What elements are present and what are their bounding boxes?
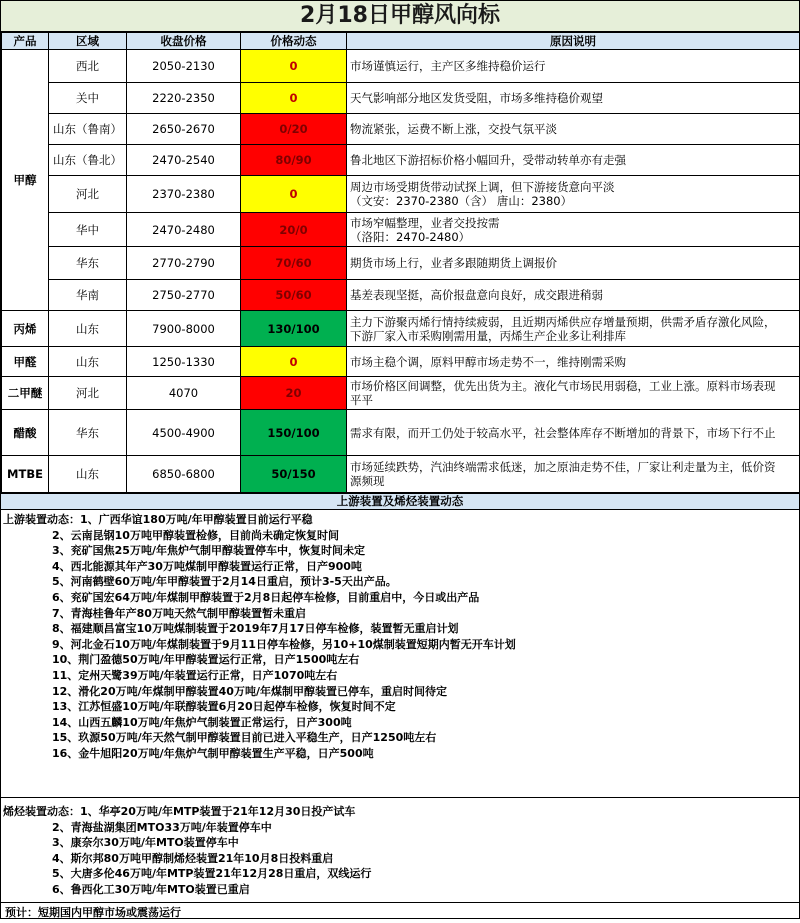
list-item bbox=[3, 804, 799, 820]
forecast-text: 预计：短期国内甲醇市场或震荡运行 bbox=[5, 906, 181, 919]
list-item-text: 2、青海盐湖集团MTO33万吨/年装置停车中 bbox=[52, 820, 272, 834]
trend-cell: 50/60 bbox=[241, 280, 347, 311]
region-cell: 华中 bbox=[49, 213, 127, 247]
table-row bbox=[2, 377, 800, 410]
trend-cell: 0 bbox=[241, 176, 347, 213]
trend-cell: 70/60 bbox=[241, 247, 347, 280]
reason-line: 下游厂家入市采购刚需用量，丙烯生产企业多让利排库 bbox=[350, 328, 626, 343]
upstream-list bbox=[3, 512, 799, 762]
region-cell: 山东 bbox=[49, 311, 127, 347]
reason-cell bbox=[347, 145, 800, 176]
table-row bbox=[2, 213, 800, 247]
list-item-text: 8、福建顺昌富宝10万吨煤制装置于2019年7月17日停车检修，装置暂无重启计划 bbox=[52, 622, 459, 636]
product-cell: MTBE bbox=[2, 456, 49, 493]
region-cell: 山东（鲁北） bbox=[49, 145, 127, 176]
region-cell: 山东 bbox=[49, 456, 127, 493]
header-product: 产品 bbox=[2, 33, 49, 50]
reason-cell bbox=[347, 456, 800, 493]
price-cell: 2470-2480 bbox=[127, 213, 241, 247]
report-title: 2月18日甲醇风向标 bbox=[1, 1, 799, 32]
olefin-dynamics bbox=[1, 798, 799, 903]
list-item-text: 16、金牛旭阳20万吨/年焦炉气制甲醇装置生产平稳，日产500吨 bbox=[52, 746, 374, 760]
price-cell: 2220-2350 bbox=[127, 83, 241, 114]
list-item-text: 1、广西华谊180万吨/年甲醇装置目前运行平稳 bbox=[80, 513, 313, 526]
reason-line: 基差表现坚挺，高价报盘意向良好，成交跟进稍弱 bbox=[350, 288, 603, 302]
other-product-rows bbox=[2, 311, 800, 493]
reason-line: 市场主稳个调，原料甲醇市场走势不一，维持刚需采购 bbox=[350, 354, 626, 369]
price-cell: 2370-2380 bbox=[127, 176, 241, 213]
section-label: 上游装置动态： bbox=[3, 513, 80, 526]
list-item-text: 11、定州天鹭39万吨/年装置运行正常，日产1070吨左右 bbox=[52, 668, 338, 682]
list-item-text: 1、华亭20万吨/年MTP装置于21年12月30日投产试车 bbox=[80, 805, 356, 818]
list-item bbox=[3, 835, 799, 851]
reason-line: 周边市场受期货带动试探上调，但下游接货意向平淡 bbox=[350, 180, 615, 194]
table-row bbox=[2, 176, 800, 213]
table-row bbox=[2, 247, 800, 280]
reason-cell bbox=[347, 410, 800, 456]
list-item bbox=[3, 699, 799, 715]
price-cell: 2470-2540 bbox=[127, 145, 241, 176]
list-item bbox=[3, 652, 799, 668]
trend-cell: 0 bbox=[241, 347, 347, 377]
list-item bbox=[3, 866, 799, 882]
list-item-text: 6、兖矿国宏64万吨/年煤制甲醇装置于2月8日起停车检修，目前重启中，今日或出产品 bbox=[52, 590, 480, 604]
reason-line: 期货市场上行，业者多跟随期货上调报价 bbox=[350, 256, 557, 270]
reason-line: 市场谨慎运行，主产区多维持稳价运行 bbox=[350, 59, 546, 73]
list-item bbox=[3, 574, 799, 590]
trend-cell: 0 bbox=[241, 83, 347, 114]
reason-line: （文安：2370-2380（含） 唐山：2380） bbox=[350, 194, 573, 208]
trend-cell: 80/90 bbox=[241, 145, 347, 176]
region-cell: 华东 bbox=[49, 247, 127, 280]
header-reason: 原因说明 bbox=[347, 33, 800, 50]
list-item-text: 3、兖矿国焦25万吨/年焦炉气制甲醇装置停车中，恢复时间未定 bbox=[52, 544, 365, 558]
list-item bbox=[3, 715, 799, 731]
section-label: 烯烃装置动态： bbox=[3, 805, 80, 818]
product-cell: 甲醇 bbox=[2, 50, 49, 311]
price-cell: 2750-2770 bbox=[127, 280, 241, 311]
list-item bbox=[3, 543, 799, 559]
list-item bbox=[3, 528, 799, 544]
region-cell: 山东 bbox=[49, 347, 127, 377]
table-row bbox=[2, 311, 800, 347]
price-cell: 2050-2130 bbox=[127, 50, 241, 83]
list-item bbox=[3, 637, 799, 653]
list-item-text: 10、荆门盈德50万吨/年甲醇装置运行正常，日产1500吨左右 bbox=[52, 653, 360, 667]
region-cell: 山东（鲁南） bbox=[49, 114, 127, 145]
reason-cell bbox=[347, 347, 800, 377]
price-cell: 1250-1330 bbox=[127, 347, 241, 377]
reason-line: 市场窄幅整理，业者交投按需 bbox=[350, 215, 500, 230]
reason-line: （洛阳：2470-2480） bbox=[350, 229, 471, 244]
price-cell: 2650-2670 bbox=[127, 114, 241, 145]
trend-cell: 0 bbox=[241, 50, 347, 83]
list-item bbox=[3, 730, 799, 746]
table-row bbox=[2, 83, 800, 114]
reason-cell bbox=[347, 50, 800, 83]
upstream-dynamics bbox=[1, 510, 799, 798]
list-item-text: 5、大唐多伦46万吨/年MTP装置21年12月28日重启，双线运行 bbox=[52, 867, 372, 881]
table-row bbox=[2, 50, 800, 83]
list-item bbox=[3, 668, 799, 684]
reason-cell bbox=[347, 377, 800, 410]
reason-line: 源频现 bbox=[350, 474, 385, 488]
header-trend: 价格动态 bbox=[241, 33, 347, 50]
reason-line: 天气影响部分地区发货受阻，市场多维持稳价观望 bbox=[350, 91, 603, 105]
trend-cell: 150/100 bbox=[241, 410, 347, 456]
trend-cell: 20/0 bbox=[241, 213, 347, 247]
trend-cell: 20 bbox=[241, 377, 347, 410]
price-cell: 4500-4900 bbox=[127, 410, 241, 456]
list-item-text: 4、西北能源其年产30万吨煤制甲醇装置运行正常，日产900吨 bbox=[52, 559, 362, 573]
reason-line: 市场延续跌势，汽油终端需求低迷，加之原油走势不佳，厂家让利走量为主，低价资 bbox=[350, 460, 776, 474]
list-item bbox=[3, 820, 799, 836]
list-item-text: 7、青海桂鲁年产80万吨天然气制甲醇装置暂未重启 bbox=[52, 606, 306, 620]
reason-cell bbox=[347, 83, 800, 114]
table-row bbox=[2, 280, 800, 311]
reason-line: 物流紧张，运费不断上涨，交投气氛平淡 bbox=[350, 122, 557, 136]
olefin-list bbox=[3, 804, 799, 898]
table-header bbox=[2, 33, 800, 50]
table-row bbox=[2, 347, 800, 377]
list-item bbox=[3, 882, 799, 898]
price-table bbox=[1, 32, 800, 493]
list-item-text: 15、玖源50万吨/年天然气制甲醇装置目前已进入平稳生产，日产1250吨左右 bbox=[52, 731, 437, 745]
list-item-text: 3、康奈尔30万吨/年MTO装置停车中 bbox=[52, 836, 239, 850]
table-row bbox=[2, 145, 800, 176]
list-item-text: 5、河南鹤壁60万吨/年甲醇装置于2月14日重启，预计3-5天出产品。 bbox=[52, 575, 397, 589]
list-item-text: 12、滑化20万吨/年煤制甲醇装置40万吨/年煤制甲醇装置已停车，重启时间待定 bbox=[52, 684, 447, 698]
list-item-text: 4、斯尔邦80万吨甲醇制烯烃装置21年10月8日投料重启 bbox=[52, 851, 334, 865]
list-item bbox=[3, 512, 799, 528]
reason-cell bbox=[347, 280, 800, 311]
region-cell: 华南 bbox=[49, 280, 127, 311]
price-cell: 7900-8000 bbox=[127, 311, 241, 347]
reason-line: 市场价格区间调整，优先出货为主。液化气市场民用弱稳，工业上涨。原料市场表现 bbox=[350, 379, 776, 393]
reason-line: 主力下游聚丙烯行情持续疲弱，且近期丙烯供应存增量预期，供需矛盾存激化风险， bbox=[350, 314, 776, 329]
price-cell: 4070 bbox=[127, 377, 241, 410]
product-cell: 丙烯 bbox=[2, 311, 49, 347]
reason-line: 平平 bbox=[350, 393, 373, 407]
reason-cell bbox=[347, 247, 800, 280]
table-row bbox=[2, 410, 800, 456]
reason-cell bbox=[347, 114, 800, 145]
list-item bbox=[3, 621, 799, 637]
list-item-text: 9、河北金石10万吨/年煤制装置于9月11日停车检修，另10+10煤制装置短期内暂无开车计划 bbox=[52, 637, 516, 651]
list-item-text: 6、鲁西化工30万吨/年MTO装置已重启 bbox=[52, 882, 250, 896]
region-cell: 西北 bbox=[49, 50, 127, 83]
product-cell: 二甲醚 bbox=[2, 377, 49, 410]
region-cell: 关中 bbox=[49, 83, 127, 114]
product-cell: 甲醛 bbox=[2, 347, 49, 377]
price-cell: 6850-6800 bbox=[127, 456, 241, 493]
list-item bbox=[3, 684, 799, 700]
list-item bbox=[3, 746, 799, 762]
region-cell: 河北 bbox=[49, 377, 127, 410]
section-title: 上游装置及烯烃装置动态 bbox=[1, 493, 799, 510]
list-item bbox=[3, 590, 799, 606]
list-item-text: 14、山西五麟10万吨/年焦炉气制装置正常运行，日产300吨 bbox=[52, 715, 352, 729]
price-cell: 2770-2790 bbox=[127, 247, 241, 280]
reason-line: 鲁北地区下游招标价格小幅回升，受带动转单亦有走强 bbox=[350, 153, 626, 167]
header-price: 收盘价格 bbox=[127, 33, 241, 50]
list-item bbox=[3, 559, 799, 575]
trend-cell: 50/150 bbox=[241, 456, 347, 493]
reason-line: 需求有限，而开工仍处于较高水平，社会整体库存不断增加的背景下，市场下行不止 bbox=[350, 425, 776, 440]
list-item-text: 13、江苏恒盛10万吨/年联醇装置6月20日起停车检修，恢复时间不定 bbox=[52, 700, 396, 714]
list-item-text: 2、云南昆钢10万吨甲醇装置检修，目前尚未确定恢复时间 bbox=[52, 528, 339, 542]
reason-cell bbox=[347, 311, 800, 347]
region-cell: 华东 bbox=[49, 410, 127, 456]
trend-cell: 0/20 bbox=[241, 114, 347, 145]
list-item bbox=[3, 851, 799, 867]
trend-cell: 130/100 bbox=[241, 311, 347, 347]
methanol-rows bbox=[2, 50, 800, 311]
reason-cell bbox=[347, 176, 800, 213]
header-region: 区域 bbox=[49, 33, 127, 50]
product-cell: 醋酸 bbox=[2, 410, 49, 456]
reason-cell bbox=[347, 213, 800, 247]
table-row bbox=[2, 456, 800, 493]
table-row bbox=[2, 114, 800, 145]
list-item bbox=[3, 606, 799, 622]
region-cell: 河北 bbox=[49, 176, 127, 213]
